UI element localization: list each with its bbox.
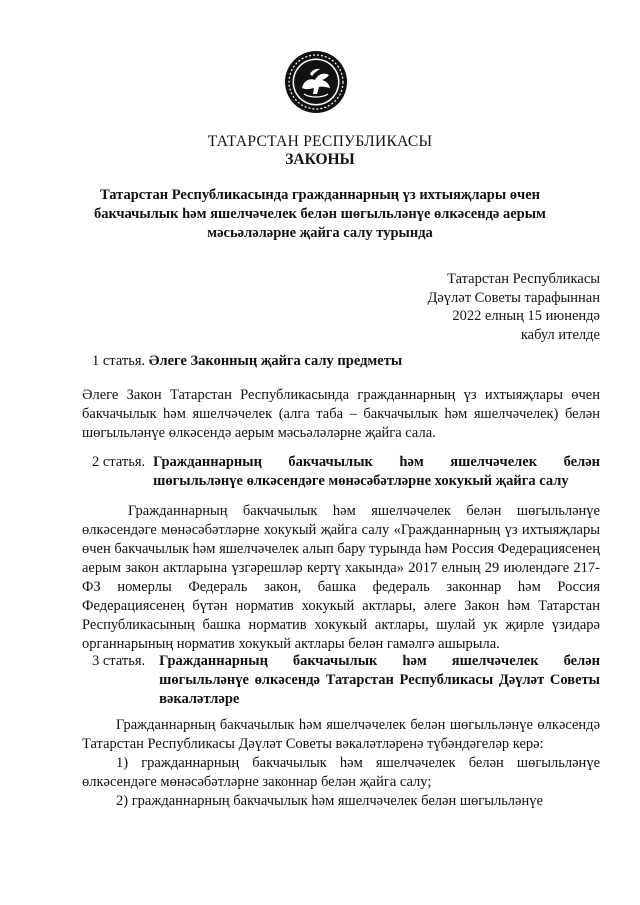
republic-heading: ТАТАРСТАН РЕСПУБЛИКАСЫ: [207, 133, 433, 150]
article-1-paragraph: Әлеге Закон Татарстан Республикасында гражданнарның үз ихтыяҗлары өчен бакчачылык һәм яшелчәчелек (алга таба – бакчачылык һәм яшелчәчелек) белән шөгыльләнүе өлкәсендә аерым мәсьәләләрне җайга сала.: [82, 387, 600, 441]
article-3-intro: Гражданнарның бакчачылык һәм яшелчәчелек белән шөгыльләнүе өлкәсендә Татарстан Республикасы Дәүләт Советы вәкаләтләренә түбәндәгеләр керә:: [82, 717, 600, 752]
adoption-block: [427, 270, 600, 344]
article-3-label: 3 статья.: [92, 653, 146, 669]
article-1-heading: [92, 352, 600, 371]
coat-of-arms-icon: [284, 50, 348, 114]
article-3-heading: [82, 652, 600, 709]
article-2-heading: [82, 453, 600, 491]
article-1-text: [82, 386, 600, 443]
article-3-text: [82, 716, 600, 811]
article-2-label: 2 статья.: [92, 454, 146, 470]
adoption-line: кабул ителде: [520, 326, 600, 343]
adoption-line: Татарстан Республикасы: [447, 271, 600, 287]
law-heading: ЗАКОНЫ: [285, 151, 355, 168]
article-2-title: Гражданнарның бакчачылык һәм яшелчәчелек белән шөгыльләнүе өлкәсендәге мөнәсәбәтләрне хокукый җайга салу: [153, 454, 600, 489]
article-3-item-1: 1) гражданнарның бакчачылык һәм яшелчәчелек белән шөгыльләнүе өлкәсендәге мөнәсәбәтләрне законнар белән җайга салу;: [82, 755, 600, 790]
adoption-date: 2022 елның 15 июнендә: [452, 308, 600, 324]
article-1-title: Әлеге Законның җайга салу предметы: [148, 353, 403, 369]
adoption-line: Дәүләт Советы тарафыннан: [427, 289, 600, 306]
article-2-paragraph: Гражданнарның бакчачылык һәм яшелчәчелек белән шөгыльләнүе өлкәсендәге мөнәсәбәтләрне хокукый җайга салу «Гражданнарның үз ихтыяҗлары өчен бакчачылык һәм яшелчәчелек алып бару турында һәм Россия Федерациясенең аерым закон актларына үзгәрешләр кертү хакында» 2017 елның 29 июлендәге 217-ФЗ номерлы Федераль закон, башка федераль законнар һәм Россия Федерациясенең бүтән норматив хокукый актлары, әлеге Закон һәм Татарстан Республикасының башка норматив хокукый актлары, шулай ук җирле үзидарә органнарының норматив хокукый актлары белән гамәлгә ашырыла.: [82, 503, 600, 652]
article-2-text: [82, 502, 600, 654]
article-1-label: 1 статья.: [92, 353, 146, 369]
article-3-item-2: 2) гражданнарның бакчачылык һәм яшелчәчелек белән шөгыльләнүе: [116, 793, 543, 809]
law-title: Татарстан Республикасында гражданнарның үз ихтыяҗлары өчен бакчачылык һәм яшелчәчелек белән шөгыльләнүе өлкәсендә аерым мәсьәләләрне җайга салу турында: [94, 187, 546, 241]
article-3-title: Гражданнарның бакчачылык һәм яшелчәчелек белән шөгыльләнүе өлкәсендә Татарстан Республикасы Дәүләт Советы вәкаләтләре: [159, 653, 600, 707]
